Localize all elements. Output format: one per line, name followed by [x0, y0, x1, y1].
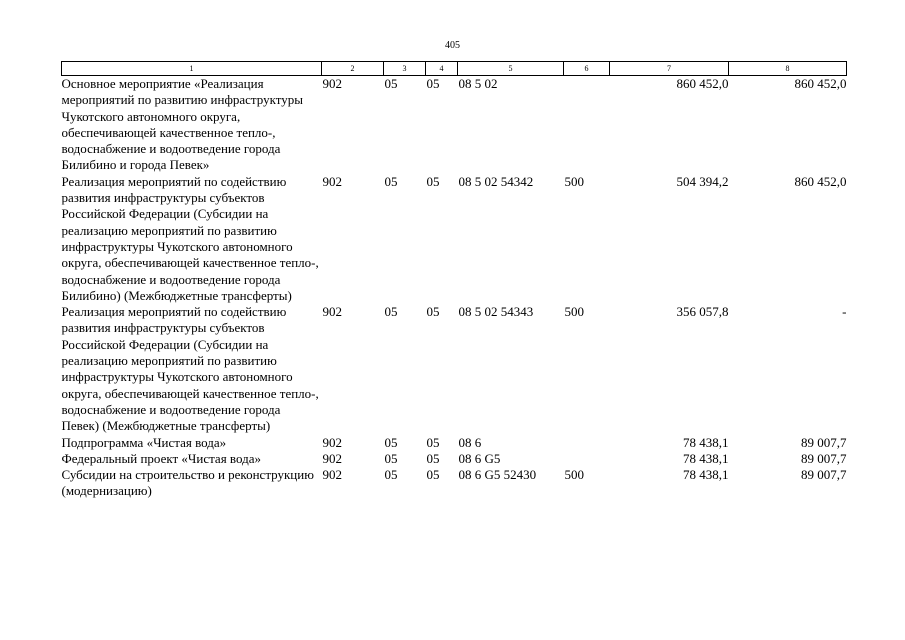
row-sum-1: 356 057,8 [676, 304, 729, 320]
row-sum-1: 78 438,1 [683, 467, 729, 483]
table-row [62, 467, 847, 500]
row-pr: 05 [426, 173, 440, 189]
row-pr: 05 [426, 76, 440, 91]
row-sum-2: 89 007,7 [801, 450, 847, 466]
table-row [62, 435, 847, 451]
row-name: Подпрограмма «Чистая вода» [61, 434, 227, 450]
row-grbs: 902 [322, 467, 342, 483]
row-sum-2: 89 007,7 [801, 434, 847, 450]
row-pr: 05 [426, 450, 440, 466]
row-sum-1: 78 438,1 [683, 434, 729, 450]
header-col-6: 6 [564, 62, 610, 76]
row-rz: 05 [384, 76, 398, 91]
header-col-3: 3 [384, 62, 426, 76]
row-sum-1: 860 452,0 [676, 76, 729, 91]
row-vr: 500 [564, 304, 584, 320]
header-col-1: 1 [62, 62, 322, 76]
row-vr [564, 435, 610, 451]
row-rz: 05 [384, 467, 398, 483]
row-csr: 08 6 G5 [458, 450, 501, 466]
header-col-4: 4 [426, 62, 458, 76]
table-row [62, 451, 847, 467]
table-row [62, 304, 847, 434]
row-grbs: 902 [322, 450, 342, 466]
table-row [62, 76, 847, 174]
row-grbs: 902 [322, 173, 342, 189]
row-name: Реализация мероприятий по содействию развития инфраструктуры субъектов Российской Федерации (Субсидии на реализацию мероприятий по развитию инфраструктуры Чукотского автономного округа, обеспечивающей качественное тепло-, водоснабжение и водоотведение города Билибино) (Межбюджетные трансферты) [61, 173, 319, 303]
row-vr: 500 [564, 173, 584, 189]
row-vr [564, 76, 610, 174]
row-csr: 08 6 [458, 434, 482, 450]
row-rz: 05 [384, 450, 398, 466]
row-csr: 08 6 G5 52430 [458, 467, 537, 483]
row-vr: 500 [564, 467, 584, 483]
row-name: Субсидии на строительство и реконструкцию (модернизацию) [61, 467, 314, 499]
row-name: Федеральный проект «Чистая вода» [61, 450, 261, 466]
row-sum-1: 504 394,2 [676, 173, 729, 189]
header-col-2: 2 [322, 62, 384, 76]
row-csr: 08 5 02 [458, 76, 498, 91]
table-header [62, 62, 847, 76]
row-grbs: 902 [322, 76, 342, 91]
header-col-8: 8 [729, 62, 847, 76]
row-rz: 05 [384, 434, 398, 450]
row-csr: 08 5 02 54342 [458, 173, 534, 189]
row-pr: 05 [426, 304, 440, 320]
header-col-5: 5 [458, 62, 564, 76]
row-rz: 05 [384, 173, 398, 189]
row-name: Основное мероприятие «Реализация мероприятий по развитию инфраструктуры Чукотского автономного округа, обеспечивающей качественное тепло-, водоснабжение и водоотведение города Билибино и города Певек» [61, 76, 303, 173]
page-number: 405 [445, 40, 460, 51]
header-col-7: 7 [610, 62, 729, 76]
row-name: Реализация мероприятий по содействию развития инфраструктуры субъектов Российской Федерации (Субсидии на реализацию мероприятий по развитию инфраструктуры Чукотского автономного округа, обеспечивающей качественное тепло-, водоснабжение и водоотведение города Певек) (Межбюджетные трансферты) [61, 304, 319, 434]
row-pr: 05 [426, 467, 440, 483]
row-grbs: 902 [322, 304, 342, 320]
row-rz: 05 [384, 304, 398, 320]
row-vr [564, 451, 610, 467]
row-sum-2: - [842, 304, 847, 320]
row-pr: 05 [426, 434, 440, 450]
row-sum-2: 860 452,0 [794, 173, 847, 189]
budget-table [61, 61, 847, 500]
row-grbs: 902 [322, 434, 342, 450]
row-sum-1: 78 438,1 [683, 450, 729, 466]
row-sum-2: 89 007,7 [801, 467, 847, 483]
row-csr: 08 5 02 54343 [458, 304, 534, 320]
row-sum-2: 860 452,0 [794, 76, 847, 91]
table-row [62, 174, 847, 304]
header-row [62, 62, 847, 76]
table-body [62, 76, 847, 500]
